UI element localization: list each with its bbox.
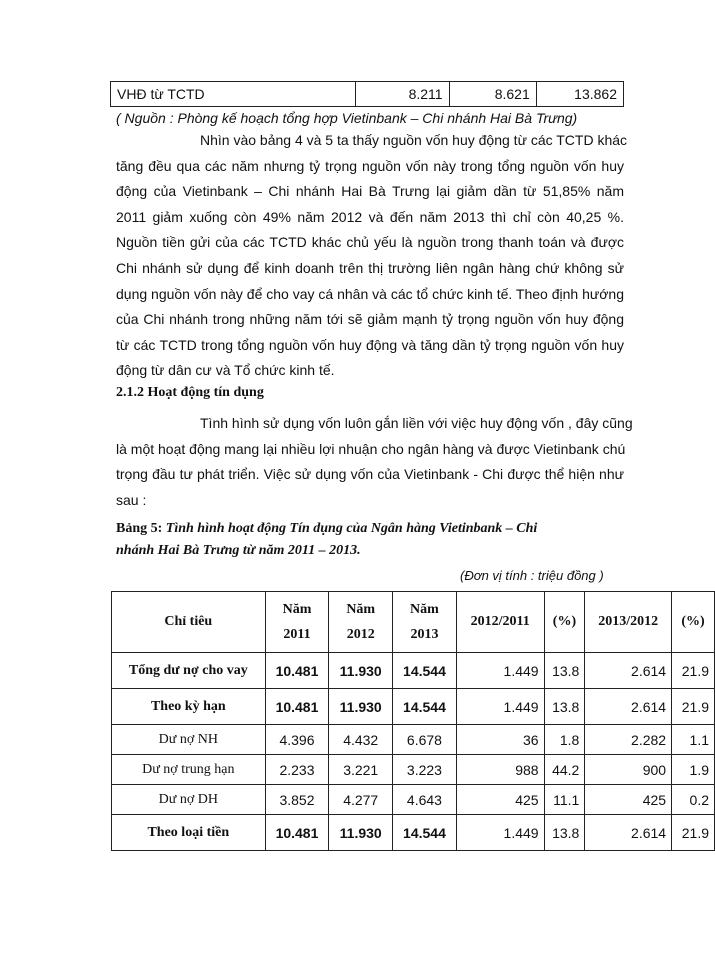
cell-pct-2: 1.1 — [672, 725, 715, 755]
cell-pct-2: 21.9 — [672, 653, 715, 689]
cell-change-2: 425 — [585, 785, 672, 815]
header-2012 — [329, 592, 393, 653]
cell-pct-2: 21.9 — [672, 815, 715, 851]
cell-2011: 4.396 — [265, 725, 329, 755]
section-heading: 2.1.2 Hoạt động tín dụng — [116, 385, 264, 400]
paragraph-2 — [116, 411, 633, 513]
cell-2013: 14.544 — [393, 653, 457, 689]
text-line: của Chi nhánh trong những năm tới sẽ giảm mạnh tỷ trọng nguồn vốn huy động — [116, 311, 624, 328]
row-label: Dư nợ NH — [112, 725, 266, 755]
cell-2011: 10.481 — [265, 815, 329, 851]
cell-2013: 6.678 — [393, 725, 457, 755]
text-line: tăng đều qua các năm nhưng tỷ trọng nguồn vốn này trong tổng nguồn vốn huy — [116, 157, 624, 174]
cell-pct-1: 44.2 — [544, 755, 585, 785]
cell-change-1: 1.449 — [456, 653, 544, 689]
header-change-2: 2013/2012 — [585, 592, 672, 653]
cell-change-2: 2.282 — [585, 725, 672, 755]
value-2013: 13.862 — [536, 82, 623, 107]
cell-change-1: 988 — [456, 755, 544, 785]
header-year-word: Năm — [410, 602, 439, 617]
text-line: 2011 giảm xuống còn 49% năm 2012 và đến năm 2013 thì chỉ còn 40,25 %. — [116, 208, 624, 225]
row-label: Theo kỳ hạn — [112, 689, 266, 725]
credit-table — [111, 591, 715, 851]
cell-2012: 4.432 — [329, 725, 393, 755]
table-row — [112, 755, 715, 785]
cell-change-2: 2.614 — [585, 689, 672, 725]
cell-change-1: 1.449 — [456, 689, 544, 725]
caption-title-line-1: Tình hình hoạt động Tín dụng của Ngân hàng Vietinbank – Chi — [165, 521, 538, 536]
caption-title-line-2: nhánh Hai Bà Trưng từ năm 2011 – 2013. — [116, 543, 361, 558]
header-year: 2013 — [410, 627, 439, 642]
cell-change-1: 425 — [456, 785, 544, 815]
text-line: Chi nhánh sử dụng để kinh doanh trên thị trường liên ngân hàng chứ không sử — [116, 259, 624, 276]
cell-2013: 4.643 — [393, 785, 457, 815]
cell-2011: 10.481 — [265, 653, 329, 689]
table-row — [112, 725, 715, 755]
cell-2012: 11.930 — [329, 689, 393, 725]
cell-2012: 4.277 — [329, 785, 393, 815]
table-caption — [116, 518, 537, 562]
source-note: ( Nguồn : Phòng kế hoạch tổng hợp Vietinbank – Chi nhánh Hai Bà Trưng) — [116, 110, 578, 126]
text-line: động từ dân cư và Tổ chức kinh tế. — [116, 362, 335, 379]
cell-change-2: 2.614 — [585, 815, 672, 851]
cell-pct-1: 13.8 — [544, 689, 585, 725]
cell-2013: 14.544 — [393, 815, 457, 851]
cell-2012: 11.930 — [329, 653, 393, 689]
cell-2013: 14.544 — [393, 689, 457, 725]
cell-pct-2: 21.9 — [672, 689, 715, 725]
cell-change-1: 1.449 — [456, 815, 544, 851]
table-header-row — [112, 592, 715, 653]
cell-pct-2: 1.9 — [672, 755, 715, 785]
cell-2011: 2.233 — [265, 755, 329, 785]
row-label: Tổng dư nợ cho vay — [112, 653, 266, 689]
cell-pct-2: 0.2 — [672, 785, 715, 815]
cell-pct-1: 1.8 — [544, 725, 585, 755]
top-table — [110, 81, 624, 107]
cell-2011: 3.852 — [265, 785, 329, 815]
cell-2012: 3.221 — [329, 755, 393, 785]
row-label: Dư nợ trung hạn — [112, 755, 266, 785]
row-label: Theo loại tiền — [112, 815, 266, 851]
value-2012: 8.621 — [449, 82, 536, 107]
text-line: Nhìn vào bảng 4 và 5 ta thấy nguồn vốn huy động từ các TCTD khác — [200, 132, 628, 148]
header-year-word: Năm — [346, 602, 376, 617]
text-line: động của Vietinbank – Chi nhánh Hai Bà Trưng lại giảm dần từ 51,85% năm — [116, 183, 624, 200]
header-year: 2012 — [346, 627, 375, 642]
header-2011 — [265, 592, 329, 653]
header-year: 2011 — [283, 627, 311, 642]
text-line: dụng nguồn vốn này để cho vay cá nhân và các tổ chức kinh tế. Theo định hướng — [116, 285, 624, 302]
header-2013 — [393, 592, 457, 653]
cell-pct-1: 13.8 — [544, 653, 585, 689]
text-line: là một hoạt động mang lại nhiều lợi nhuận cho ngân hàng và được Vietinbank chú — [116, 440, 626, 457]
table-row — [112, 653, 715, 689]
cell-change-2: 2.614 — [585, 653, 672, 689]
cell-change-2: 900 — [585, 755, 672, 785]
unit-note: (Đơn vị tính : triệu đồng ) — [460, 568, 604, 583]
row-label: Dư nợ DH — [112, 785, 266, 815]
header-pct-1: (%) — [544, 592, 585, 653]
cell-pct-1: 11.1 — [544, 785, 585, 815]
header-change-1: 2012/2011 — [456, 592, 544, 653]
text-line: Tình hình sử dụng vốn luôn gắn liền với việc huy động vốn , đây cũng — [200, 415, 633, 431]
caption-label: Bảng 5: — [116, 521, 166, 536]
table-row — [111, 82, 624, 107]
header-year-word: Năm — [282, 602, 312, 617]
cell-2012: 11.930 — [329, 815, 393, 851]
text-line: trọng đầu tư phát triển. Việc sử dụng vốn của Vietinbank - Chi được thể hiện như — [116, 466, 624, 483]
text-line: sau : — [116, 491, 147, 508]
header-pct-2: (%) — [672, 592, 715, 653]
paragraph-1 — [116, 128, 628, 384]
table-row — [112, 689, 715, 725]
cell-change-1: 36 — [456, 725, 544, 755]
header-indicator: Chỉ tiêu — [112, 592, 266, 653]
text-line: từ các TCTD trong tổng nguồn vốn huy động và tăng dần tỷ trọng nguồn vốn huy — [116, 336, 624, 353]
cell-2013: 3.223 — [393, 755, 457, 785]
cell-2011: 10.481 — [265, 689, 329, 725]
cell-pct-1: 13.8 — [544, 815, 585, 851]
value-2011: 8.211 — [355, 82, 449, 107]
row-label: VHĐ từ TCTD — [111, 82, 356, 107]
table-row — [112, 815, 715, 851]
table-row — [112, 785, 715, 815]
text-line: Nguồn tiền gửi của các TCTD khác chủ yếu là nguồn trong thanh toán và được — [116, 234, 624, 251]
